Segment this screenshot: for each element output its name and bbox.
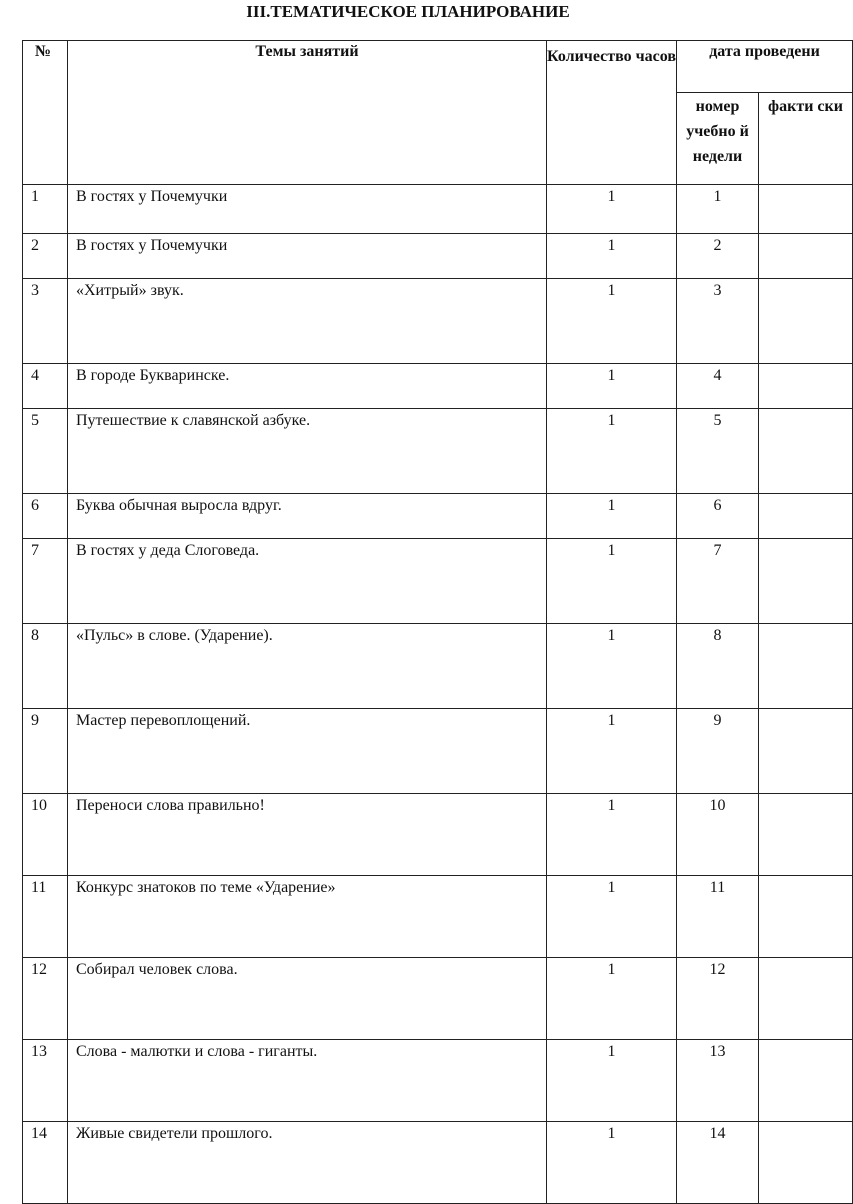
cell-actual: [759, 794, 853, 876]
cell-topic: Мастер перевоплощений.: [68, 709, 547, 794]
cell-week-number: 3: [677, 279, 759, 364]
cell-topic: В гостях у Почемучки: [68, 234, 547, 279]
header-hours: Количество часов: [547, 41, 677, 185]
table-row: [23, 494, 853, 539]
table-row: [23, 709, 853, 794]
cell-week-number: 2: [677, 234, 759, 279]
cell-hours: 1: [547, 624, 677, 709]
cell-actual: [759, 409, 853, 494]
cell-topic: «Пульс» в слове. (Ударение).: [68, 624, 547, 709]
cell-week-number: 14: [677, 1122, 759, 1204]
cell-hours: 1: [547, 409, 677, 494]
cell-number: 10: [23, 794, 68, 876]
header-date: дата проведени: [677, 41, 853, 93]
cell-topic: «Хитрый» звук.: [68, 279, 547, 364]
cell-hours: 1: [547, 364, 677, 409]
table-body: [23, 185, 853, 1204]
cell-actual: [759, 234, 853, 279]
cell-number: 1: [23, 185, 68, 234]
table-row: [23, 279, 853, 364]
table-row: [23, 1122, 853, 1204]
cell-topic: Буква обычная выросла вдруг.: [68, 494, 547, 539]
cell-hours: 1: [547, 1040, 677, 1122]
cell-number: 5: [23, 409, 68, 494]
header-week-number: номер учебно й недели: [677, 93, 759, 185]
thematic-plan-table-container: [22, 40, 843, 1196]
cell-topic: В гостях у Почемучки: [68, 185, 547, 234]
cell-topic: В гостях у деда Слоговеда.: [68, 539, 547, 624]
table-row: [23, 958, 853, 1040]
cell-number: 3: [23, 279, 68, 364]
header-actual: факти ски: [759, 93, 853, 185]
cell-hours: 1: [547, 494, 677, 539]
cell-hours: 1: [547, 709, 677, 794]
cell-actual: [759, 1040, 853, 1122]
cell-number: 14: [23, 1122, 68, 1204]
cell-actual: [759, 185, 853, 234]
cell-topic: Живые свидетели прошлого.: [68, 1122, 547, 1204]
header-topic: Темы занятий: [68, 41, 547, 185]
cell-hours: 1: [547, 794, 677, 876]
cell-topic: Путешествие к славянской азбуке.: [68, 409, 547, 494]
cell-actual: [759, 958, 853, 1040]
cell-topic: В городе Букваринске.: [68, 364, 547, 409]
page-title: III.ТЕМАТИЧЕСКОЕ ПЛАНИРОВАНИЕ: [246, 2, 570, 21]
cell-week-number: 6: [677, 494, 759, 539]
cell-actual: [759, 494, 853, 539]
cell-week-number: 10: [677, 794, 759, 876]
cell-week-number: 4: [677, 364, 759, 409]
cell-actual: [759, 624, 853, 709]
cell-week-number: 5: [677, 409, 759, 494]
cell-week-number: 11: [677, 876, 759, 958]
cell-number: 13: [23, 1040, 68, 1122]
cell-number: 6: [23, 494, 68, 539]
cell-hours: 1: [547, 539, 677, 624]
table-row: [23, 364, 853, 409]
table-row: [23, 794, 853, 876]
cell-hours: 1: [547, 958, 677, 1040]
cell-number: 11: [23, 876, 68, 958]
cell-number: 9: [23, 709, 68, 794]
cell-week-number: 1: [677, 185, 759, 234]
cell-hours: 1: [547, 1122, 677, 1204]
cell-number: 2: [23, 234, 68, 279]
cell-actual: [759, 539, 853, 624]
cell-topic: Переноси слова правильно!: [68, 794, 547, 876]
table-row: [23, 1040, 853, 1122]
table-row: [23, 876, 853, 958]
cell-week-number: 12: [677, 958, 759, 1040]
cell-week-number: 13: [677, 1040, 759, 1122]
cell-week-number: 9: [677, 709, 759, 794]
cell-number: 12: [23, 958, 68, 1040]
cell-topic: Собирал человек слова.: [68, 958, 547, 1040]
thematic-plan-table: [22, 40, 853, 1204]
cell-number: 4: [23, 364, 68, 409]
table-row: [23, 539, 853, 624]
table-row: [23, 185, 853, 234]
cell-actual: [759, 709, 853, 794]
cell-number: 8: [23, 624, 68, 709]
header-number: №: [23, 41, 68, 185]
cell-week-number: 8: [677, 624, 759, 709]
cell-week-number: 7: [677, 539, 759, 624]
cell-hours: 1: [547, 234, 677, 279]
cell-topic: Конкурс знатоков по теме «Ударение»: [68, 876, 547, 958]
cell-topic: Слова - малютки и слова - гиганты.: [68, 1040, 547, 1122]
cell-actual: [759, 1122, 853, 1204]
table-row: [23, 409, 853, 494]
cell-actual: [759, 876, 853, 958]
cell-hours: 1: [547, 185, 677, 234]
cell-actual: [759, 364, 853, 409]
table-row: [23, 624, 853, 709]
cell-actual: [759, 279, 853, 364]
table-row: [23, 234, 853, 279]
cell-hours: 1: [547, 279, 677, 364]
cell-number: 7: [23, 539, 68, 624]
cell-hours: 1: [547, 876, 677, 958]
